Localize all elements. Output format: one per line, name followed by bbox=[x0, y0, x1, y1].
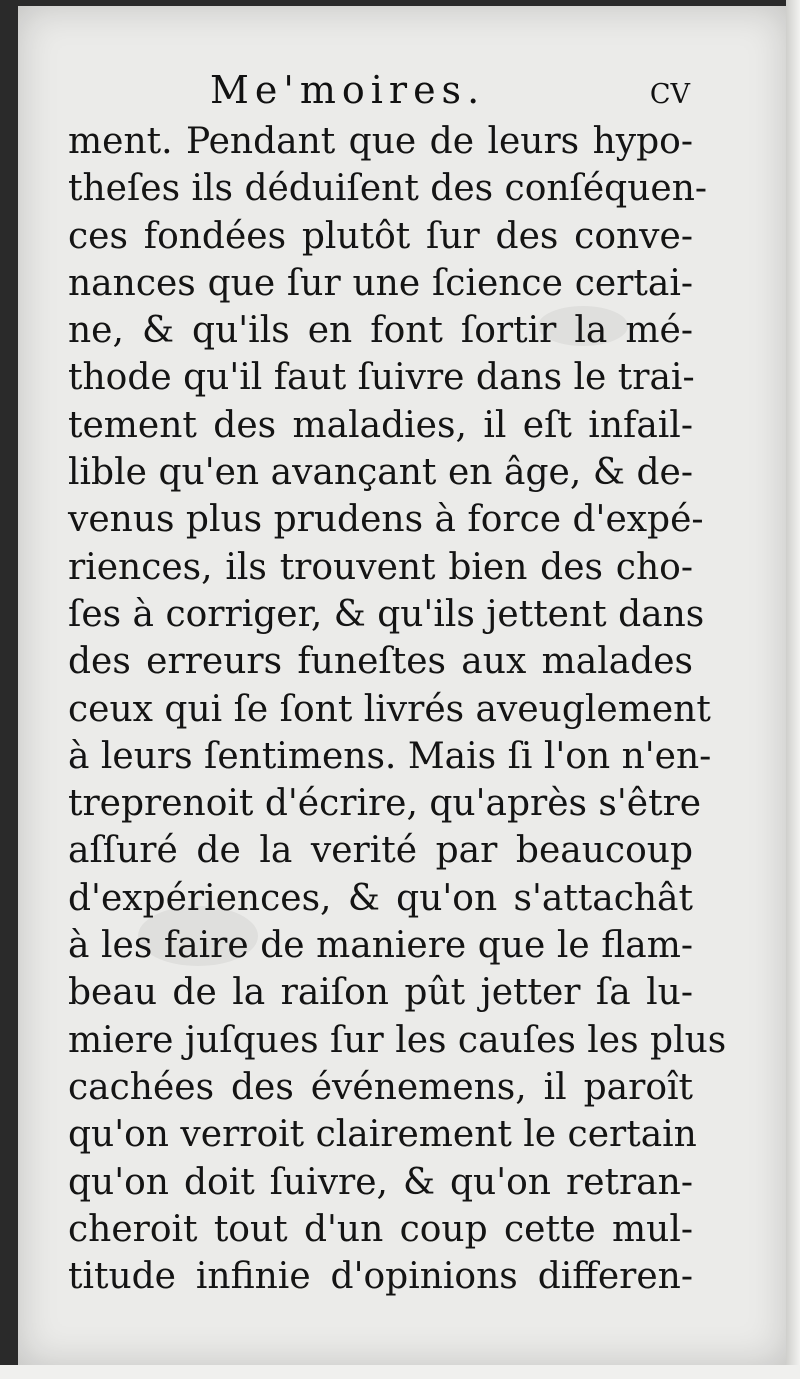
text-line: qu'on doit ſuivre, & qu'on retran- bbox=[68, 1161, 693, 1203]
text-line: titude infinie d'opinions differen- bbox=[68, 1256, 693, 1298]
running-title: Me'moires. bbox=[210, 68, 486, 112]
text-line: ces fondées plutôt ſur des conve- bbox=[68, 215, 693, 257]
text-line: qu'on verroit clairement le certain bbox=[68, 1114, 697, 1156]
text-line: à leurs ſentimens. Mais ſi l'on n'en- bbox=[68, 735, 712, 777]
text-line: nances que ſur une ſcience certai- bbox=[68, 262, 693, 304]
text-line: ceux qui ſe ſont livrés aveuglement bbox=[68, 688, 711, 730]
text-line: des erreurs funeſtes aux malades bbox=[68, 641, 693, 683]
text-line: theſes ils déduiſent des conſéquen- bbox=[68, 168, 708, 210]
text-line: ſes à corriger, & qu'ils jettent dans bbox=[68, 593, 705, 635]
text-line: aſſuré de la verité par beaucoup bbox=[68, 830, 693, 872]
page-edge-bottom bbox=[0, 1365, 800, 1379]
text-line: d'expériences, & qu'on s'attachât bbox=[68, 877, 693, 919]
text-line: cheroit tout d'un coup cette mul- bbox=[68, 1208, 693, 1250]
page-header bbox=[70, 68, 690, 118]
text-line: ne, & qu'ils en font ſortir la mé- bbox=[68, 310, 693, 352]
text-line: miere juſques ſur les cauſes les plus bbox=[68, 1019, 727, 1061]
text-line: beau de la raiſon pût jetter ſa lu- bbox=[68, 972, 693, 1014]
text-line: tement des maladies, il eſt infail- bbox=[68, 404, 693, 446]
text-line: treprenoit d'écrire, qu'après s'être bbox=[68, 783, 702, 825]
text-line: à les faire de maniere que le flam- bbox=[68, 925, 693, 967]
text-line: cachées des événemens, il paroît bbox=[68, 1066, 693, 1108]
body-text bbox=[68, 118, 727, 1300]
text-line: ment. Pendant que de leurs hypo- bbox=[68, 121, 693, 162]
text-line: venus plus prudens à force d'expé- bbox=[68, 499, 704, 541]
page-edge-right bbox=[786, 0, 800, 1379]
text-line: riences, ils trouvent bien des cho- bbox=[68, 546, 693, 588]
text-line: lible qu'en avançant en âge, & de- bbox=[68, 452, 693, 494]
text-line: thode qu'il faut ſuivre dans le trai- bbox=[68, 357, 695, 399]
page-number: cv bbox=[649, 68, 690, 112]
